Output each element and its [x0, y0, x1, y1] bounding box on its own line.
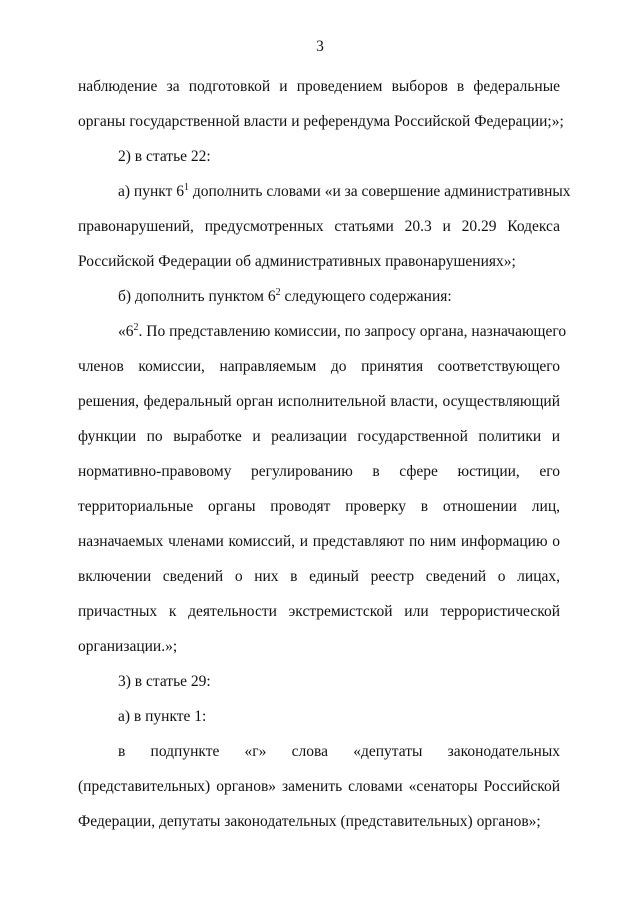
paragraph-line: назначаемых членами комиссий, и представляют по ним информацию о [78, 533, 560, 550]
paragraph-line [118, 321, 567, 342]
page-number: 3 [316, 38, 324, 55]
text-fragment: а) пункт 6 [118, 183, 184, 200]
superscript: 2 [133, 321, 139, 333]
paragraph-line [118, 287, 452, 307]
superscript: 1 [183, 181, 189, 193]
paragraph-line: наблюдение за подготовкой и проведением выборов в федеральные [78, 78, 560, 95]
text-fragment: б) дополнить пунктом 6 [118, 288, 276, 305]
paragraph-line: Российской Федерации об административных правонарушениях»; [78, 253, 516, 270]
text-fragment: «6 [118, 323, 134, 340]
list-item-heading: 3) в статье 29: [118, 673, 211, 690]
paragraph-line: Федерации, депутаты законодательных (представительных) органов»; [78, 813, 541, 830]
paragraph-line: причастных к деятельности экстремистской или террористической [78, 603, 560, 620]
paragraph-line: в подпункте «г» слова «депутаты законодательных [118, 743, 560, 760]
paragraph-line: (представительных) органов» заменить словами «сенаторы Российской [78, 778, 560, 795]
paragraph-line: организации.»; [78, 638, 178, 655]
superscript: 2 [275, 286, 281, 298]
text-fragment: дополнить словами «и за совершение административных [188, 183, 571, 200]
text-fragment: следующего содержания: [280, 288, 452, 305]
paragraph-line: решения, федеральный орган исполнительной власти, осуществляющий [78, 393, 560, 410]
paragraph-line: функции по выработке и реализации государственной политики и [78, 428, 560, 445]
paragraph-line: нормативно-правовому регулированию в сфере юстиции, его [78, 463, 560, 480]
list-item-heading: 2) в статье 22: [118, 148, 211, 165]
paragraph-line [118, 181, 571, 202]
paragraph-line: органы государственной власти и референдума Российской Федерации;»; [78, 113, 564, 130]
paragraph-line: правонарушений, предусмотренных статьями 20.3 и 20.29 Кодекса [78, 218, 560, 235]
text-fragment: . По представлению комиссии, по запросу органа, назначающего [138, 323, 567, 340]
paragraph-line: членов комиссии, направляемым до принятия соответствующего [78, 358, 560, 375]
paragraph-line: территориальные органы проводят проверку в отношении лиц, [78, 498, 560, 515]
paragraph-line: включении сведений о них в единый реестр сведений о лицах, [78, 568, 560, 585]
list-item-heading: а) в пункте 1: [118, 708, 207, 725]
